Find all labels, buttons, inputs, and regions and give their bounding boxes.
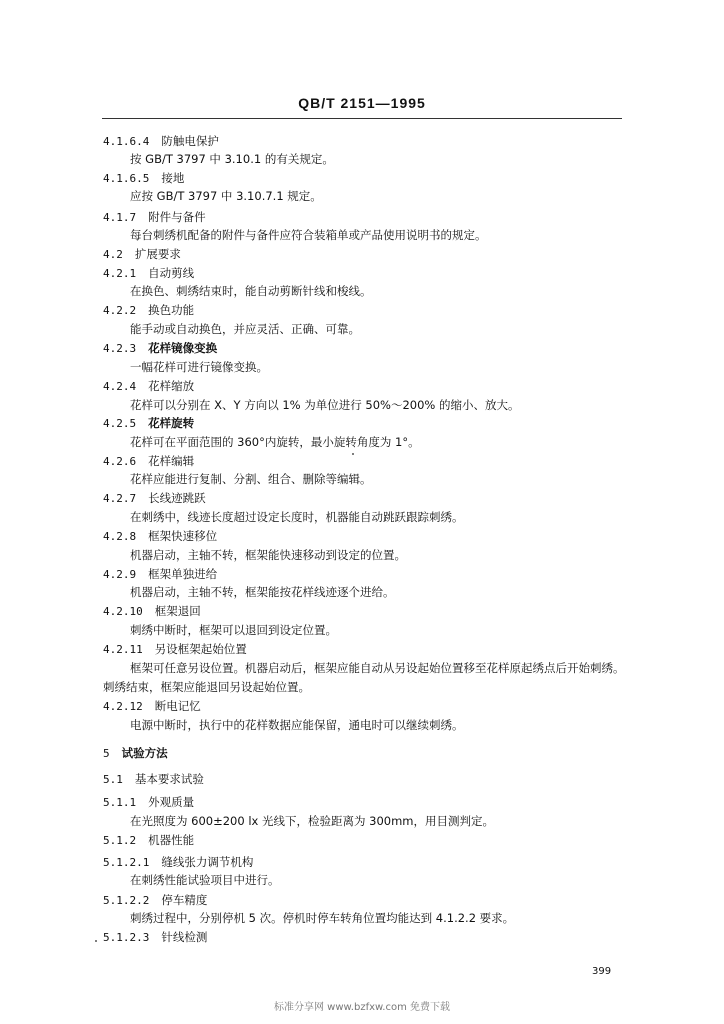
section-heading	[103, 833, 194, 848]
section-title: 框架退回	[154, 604, 201, 618]
section-title: 断电记忆	[154, 699, 201, 713]
section-number: 4.1.7	[103, 211, 137, 224]
section-title: 机器性能	[148, 833, 195, 847]
body-text: 每台刺绣机配备的附件与备件应符合装箱单或产品使用说明书的规定。	[130, 228, 487, 242]
section-heading	[103, 855, 253, 870]
section-heading	[103, 454, 194, 469]
section-title: 换色功能	[148, 303, 195, 317]
section-number: 5.1.2.3	[103, 931, 150, 944]
section-heading	[103, 893, 207, 908]
section-title: 长线迹跳跃	[148, 491, 206, 505]
body-text: 花样应能进行复制、分割、组合、删除等编辑。	[130, 472, 372, 486]
section-title: 框架单独进给	[148, 567, 218, 581]
section-heading	[103, 266, 194, 281]
section-heading	[103, 567, 217, 582]
section-number: 4.2.3	[103, 342, 137, 355]
section-title: 花样旋转	[148, 416, 195, 430]
body-text: 能手动或自动换色，并应灵活、正确、可靠。	[130, 322, 360, 336]
section-number: 4.2.4	[103, 380, 137, 393]
section-title: 针线检测	[161, 930, 208, 944]
page-number: 399	[592, 966, 612, 977]
section-title: 基本要求试验	[134, 772, 204, 786]
section-title: 附件与备件	[148, 210, 206, 224]
body-text: 在刺绣中，线迹长度超过设定长度时，机器能自动跳跃跟踪刺绣。	[130, 510, 464, 524]
section-title: 试验方法	[121, 746, 168, 760]
section-title: 缝线张力调节机构	[161, 855, 254, 869]
body-text: 在刺绣性能试验项目中进行。	[130, 873, 280, 887]
section-heading	[103, 379, 194, 394]
section-heading	[103, 134, 219, 149]
section-title: 停车精度	[161, 893, 208, 907]
body-text: 框架可任意另设位置。机器启动后，框架应能自动从另设起始位置移至花样原起绣点后开始刺绣。	[130, 661, 625, 675]
body-text: 按 GB/T 3797 中 3.10.1 的有关规定。	[130, 152, 334, 166]
section-heading	[103, 341, 217, 356]
scan-speck	[352, 453, 354, 455]
section-number: 4.2.6	[103, 455, 137, 468]
section-number: 4.2.12	[103, 700, 143, 713]
body-text: 应按 GB/T 3797 中 3.10.7.1 规定。	[130, 189, 322, 203]
section-heading	[103, 746, 168, 761]
section-number: 4.2.2	[103, 304, 137, 317]
section-heading	[103, 529, 217, 544]
section-number: 5.1	[103, 773, 123, 786]
section-heading	[103, 772, 204, 787]
section-number: 4.1.6.4	[103, 135, 150, 148]
section-heading	[103, 210, 206, 225]
section-number: 4.2.1	[103, 267, 137, 280]
section-number: 5.1.2	[103, 834, 137, 847]
section-number: 5.1.1	[103, 796, 137, 809]
section-heading	[103, 699, 201, 714]
section-title: 接地	[161, 171, 185, 185]
section-number: 4.2.11	[103, 643, 143, 656]
section-title: 扩展要求	[134, 247, 181, 261]
section-title: 花样编辑	[148, 454, 195, 468]
body-text: 花样可以分别在 X、Y 方向以 1% 为单位进行 50%～200% 的缩小、放大。	[130, 398, 520, 412]
body-text: 在光照度为 600±200 lx 光线下，检验距离为 300mm，用目测判定。	[130, 814, 495, 828]
section-heading	[103, 171, 184, 186]
body-text: 机器启动，主轴不转，框架能按花样线迹逐个进给。	[130, 585, 395, 599]
body-text: 机器启动，主轴不转，框架能快速移动到设定的位置。	[130, 548, 406, 562]
section-title: 花样缩放	[148, 379, 195, 393]
section-heading	[103, 491, 206, 506]
section-number: 4.2.8	[103, 530, 137, 543]
section-heading	[103, 795, 194, 810]
header-rule	[102, 118, 622, 119]
section-title: 框架快速移位	[148, 529, 218, 543]
standard-header: QB/T 2151—1995	[298, 95, 426, 111]
section-number: 5.1.2.2	[103, 894, 150, 907]
section-number: 4.2.5	[103, 417, 137, 430]
section-title: 另设框架起始位置	[154, 642, 247, 656]
section-heading	[103, 642, 247, 657]
body-text: 刺绣中断时，框架可以退回到设定位置。	[130, 623, 337, 637]
section-number: 4.1.6.5	[103, 172, 150, 185]
section-heading	[103, 604, 201, 619]
section-number: 4.2.7	[103, 492, 137, 505]
body-text: 花样可在平面范围的 360°内旋转，最小旋转角度为 1°。	[130, 435, 420, 449]
body-text: 电源中断时，执行中的花样数据应能保留，通电时可以继续刺绣。	[130, 718, 464, 732]
section-title: 外观质量	[148, 795, 195, 809]
section-number: 5	[103, 747, 110, 760]
body-text: 一幅花样可进行镜像变换。	[130, 360, 268, 374]
section-heading	[103, 303, 194, 318]
section-title: 自动剪线	[148, 266, 195, 280]
section-number: 4.2.9	[103, 568, 137, 581]
section-number: 4.2.10	[103, 605, 143, 618]
scan-speck	[95, 940, 97, 942]
site-watermark: 标准分享网 www.bzfxw.com 免费下载	[274, 1002, 450, 1013]
section-heading	[103, 247, 181, 262]
section-title: 花样镜像变换	[148, 341, 218, 355]
section-number: 4.2	[103, 248, 123, 261]
section-heading	[103, 416, 194, 431]
section-number: 5.1.2.1	[103, 856, 150, 869]
section-heading	[103, 930, 207, 945]
body-text: 刺绣结束，框架应能退回另设起始位置。	[103, 680, 310, 694]
section-title: 防触电保护	[161, 134, 219, 148]
body-text: 在换色、刺绣结束时，能自动剪断针线和梭线。	[130, 284, 372, 298]
body-text: 刺绣过程中，分别停机 5 次。停机时停车转角位置均能达到 4.1.2.2 要求。	[130, 911, 515, 925]
